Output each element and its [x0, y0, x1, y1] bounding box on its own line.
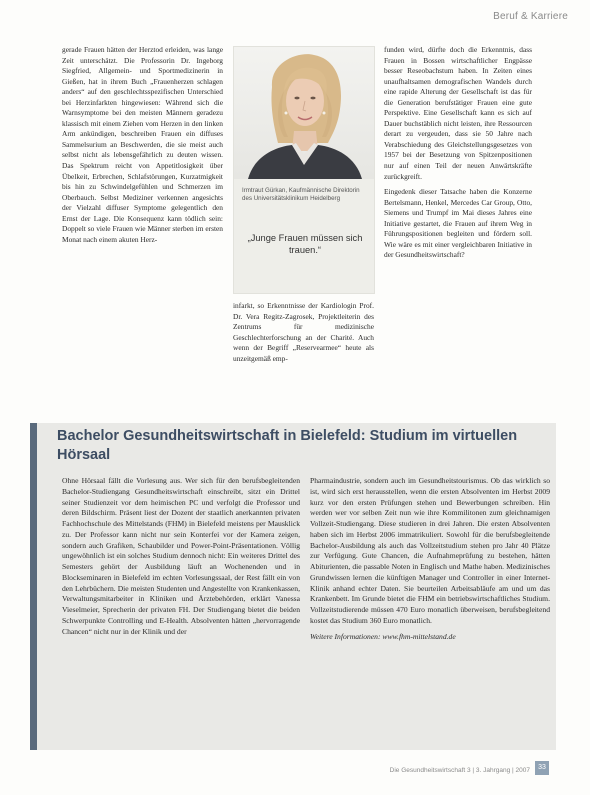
paragraph: Ohne Hörsaal fällt die Vorlesung aus. Wer sich für den berufsbegleitenden Bachelor-Studiengang Gesundheitswirtschaft einschreibt, sitzt ein Drittel seiner Studienzeit vor dem heimischen PC und verfolgt die Professor und deren Bildschirm. Präsent liest der Dozent der staatlich anerkannten privaten Fachhochschule des Mittelstands (FHM) in Bielefeld meistens per Mausklick zu. Der Professor kann nicht nur sein Konterfei vor der Kamera zeigen, sondern auch Grafiken, Schaubilder und Power-Point-Präsentationen. Völlig ungewöhnlich ist ein solches Studium dennoch nicht: Ein weiteres Drittel des Semesters gehört der Ausbildung läuft an Wochenenden und in Blockseminaren in Bielefeld im echten Vorlesungssaal, der Rest fällt ein von den Lehrbüchern. Die meisten Studenten und Angestellte von Krankenkassen, Verwaltungsmitarbeiter in Kliniken und Ärztebehörden, erklärt Vanessa Vieselmeier, Sprecherin der privaten FH. Der Studiengang bietet die beiden Schwerpunkte Controlling und E-Health. Absolventen hätten „hervorragende Chancen“ nicht nur in der Klinik und der	[62, 476, 300, 636]
more-info-label: Weitere Informationen:	[310, 631, 381, 641]
more-info-link[interactable]: www.fhm-mittelstand.de	[382, 631, 456, 641]
paragraph: Eingedenk dieser Tatsache haben die Konzerne Bertelsmann, Henkel, Mercedes Car Group, Otto, Siemens und Trumpf im Mai dieses Jahres eine Initiative gestartet, die Frauen auf ihrem Weg in Führungspositionen begleiten und fördern soll. Wie wäre es mit einer vergleichbaren Initiative in der Gesundheitswirtschaft?	[384, 187, 532, 260]
publication-footer: Die Gesundheitswirtschaft 3 | 3. Jahrgang | 2007	[389, 767, 530, 774]
article-column-middle	[233, 301, 374, 367]
info-box-column-left	[62, 476, 300, 750]
paragraph: funden wird, dürfte doch die Erkenntnis, dass Frauen in Bossen wirtschaftlicher Engpässe besser Reseobachstum haben. In Zeiten eines unaufhaltsamen demografischen Wandels durch eine rapide Alterung der Gesellschaft ist das für die Generation berufstätiger Frauen eine gute Perspektive. Eine Gesellschaft kann es sich auf Dauer buchstäblich nicht leisten, ihre Ressourcen derart zu vergeuden, dass sie 50 Jahre nach Verabschiedung des Gleichstellungsgesetzes von 1957 bei der Besetzung von Spitzenpositionen nur auf einen Teil der neuen Anwärtskräfte zurückgreift.	[384, 45, 532, 181]
photo-caption: Irmtraut Gürkan, Kaufmännische Direktorin des Universitätsklinikum Heidelberg	[242, 187, 360, 203]
paragraph: infarkt, so Erkenntnisse der Kardiologin Prof. Dr. Vera Regitz-Zagrosek, Projektleiterin des Zentrums für medizinische Geschlechterforschung an der Charité. Auch wenn der Begriff „Reservearmee“ heute als unzeitgemäß emp-	[233, 301, 374, 363]
paragraph: gerade Frauen hätten der Herztod erleiden, was lange Zeit unterschätzt. Die Professorin Dr. Ingeborg Siegfried, Allgemein- und Sportmedizinerin in Gießen, hat in ihrem Buch „Frauenherzen schlagen anders“ auf den geschlechtsspezifischen Unterschied bei Herzinfarkten hingewiesen: Während sich die Warnsymptome bei den meisten Männern geradezu klassisch mit einem Ziehen vom Herzen in den linken Arm ankündigen, beschreiben Frauen ein diffuses Sammelsurium an Beschwerden, die sie meist auch selbst nicht als lebensgefährlich zu deuten wissen. Das Spektrum reicht von Appetitlosigkeit über Übelkeit, Erbrechen, Schlafstörungen, Kurzatmigkeit bis hin zu Schwindelgefühlen und Schmerzen im Oberbauch. Selbst Mediziner verkennen angesichts der Vielzahl diffuser Symptome gelegentlich den Ernst der Lage. Die Konsequenz kann tödlich sein: Doppelt so viele Frauen wie Männer sterben im ersten Monat nach einem akuten Herz-	[62, 45, 223, 244]
section-label: Beruf & Karriere	[493, 11, 568, 22]
portrait-box	[233, 46, 375, 294]
page-number: 33	[535, 761, 549, 775]
portrait-photo	[234, 47, 374, 179]
more-info-line	[310, 632, 550, 643]
info-box-column-right	[310, 476, 550, 750]
paragraph: Pharmaindustrie, sondern auch im Gesundheitstourismus. Ob das wirklich so ist, wird sich erst herausstellen, wenn die ersten Absolventen im Herbst 2009 kurz vor den ersten Prüfungen stehen und Bewerbungen schreiben. Hin werden wer vor selben Zeit nun wie ihre Kommilitonen zum gleichnamigen Vollzeit-Studiengang. Diese studieren in drei Jahren. Die ersten Absolventen haben sich im Herbst 2006 immatrikuliert. Sowohl für die berufsbegleitende Bachelor-Ausbildung als auch das Vollzeitstudium stehen pro Jahr 40 Plätze zur Verfügung. Gute Chancen, die Aufnahmeprüfung zu bestehen, hätten Abiturienten, die passable Noten in Englisch und Mathe haben. Medizinisches Grundwissen lernen die künftigen Manager und Controller in einer Internet-Klinik anhand echter Daten. Sie beurteilen Arbeitsabläufe am und um das Krankenbett. Im Grunde bietet die FHM ein betriebswirtschaftliches Studium. Vollzeitstudierende müssen 470 Euro monatlich überweisen, berufsbegleitend kostet das Studium 360 Euro monatlich.	[310, 476, 550, 625]
pull-quote: „Junge Frauen müssen sich trauen.“	[247, 233, 363, 255]
article-column-left	[62, 45, 223, 363]
info-box-title: Bachelor Gesundheitswirtschaft in Bielefeld: Studium im virtuellen Hörsaal	[57, 428, 518, 463]
article-column-right	[384, 45, 532, 365]
info-box-accent-bar	[30, 423, 37, 750]
